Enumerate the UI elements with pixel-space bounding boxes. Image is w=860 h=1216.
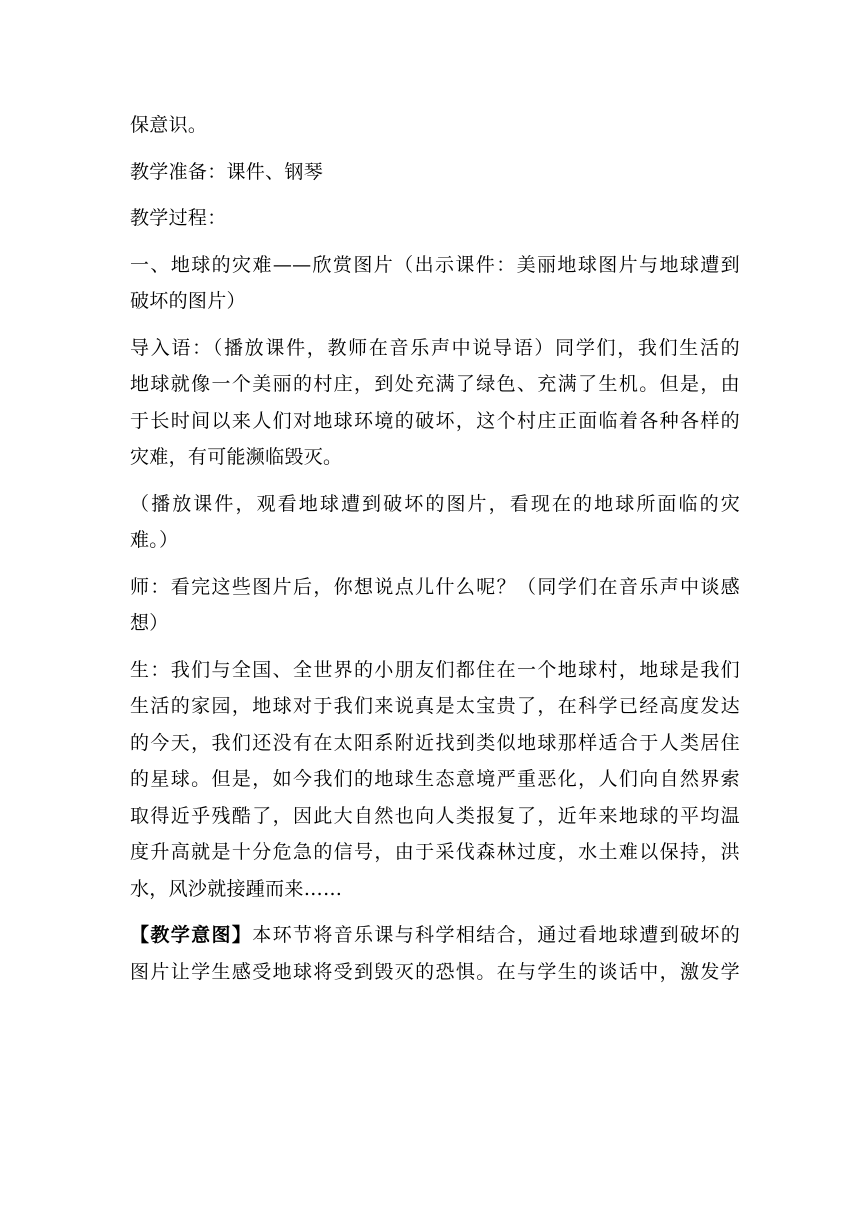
- paragraph-section-one: [130, 247, 740, 320]
- text-line: 的今天，我们还没有在太阳系附近找到类似地球那样适合于人类居住: [130, 731, 740, 754]
- document-body: [130, 107, 740, 1000]
- text-line: 地球就像一个美丽的村庄，到处充满了绿色、充满了生机。但是，由: [130, 373, 740, 395]
- text-line: [130, 917, 740, 954]
- text-line: 难。）: [130, 529, 179, 551]
- text-line: 的星球。但是，如今我们的地球生态意境严重恶化，人们向自然界索: [130, 768, 740, 790]
- text-line: 一、地球的灾难——欣赏图片（出示课件：美丽地球图片与地球遭到: [130, 253, 740, 276]
- paragraph-introduction: [130, 330, 740, 476]
- paragraph-play-courseware: [130, 486, 740, 559]
- text-line: 于长时间以来人们对地球环境的破坏，这个村庄正面临着各种各样的: [130, 409, 740, 432]
- teaching-intent-label: 【教学意图】: [130, 924, 253, 946]
- text-line: 破坏的图片）: [130, 290, 246, 312]
- text-line: 导入语：（播放课件，教师在音乐声中说导语）同学们，我们生活的: [130, 336, 740, 359]
- text-line: 度升高就是十分危急的信号，由于采伐森林过度，水土难以保持，洪: [130, 841, 740, 863]
- text-line: 教学准备：课件、钢琴: [130, 160, 324, 183]
- text-line: 图片让学生感受地球将受到毁灭的恐惧。在与学生的谈话中，激发学: [130, 960, 740, 983]
- text-line: 师：看完这些图片后，你想说点儿什么呢？（同学们在音乐声中谈感: [130, 575, 740, 598]
- text-line: 保意识。: [130, 114, 208, 136]
- paragraph-student-answer: [130, 652, 740, 908]
- text-line: 教学过程：: [130, 207, 227, 229]
- text-line: 水，风沙就接踵而来……: [130, 877, 343, 900]
- text-line: 想）: [130, 612, 169, 634]
- paragraph-env-awareness: [130, 107, 740, 144]
- paragraph-teaching-prep: [130, 154, 740, 191]
- paragraph-teacher-question: [130, 569, 740, 642]
- paragraph-teaching-process: [130, 200, 740, 237]
- text-line: 取得近乎残酷了，因此大自然也向人类报复了，近年来地球的平均温: [130, 804, 740, 827]
- text-line: 生活的家园，地球对于我们来说真是太宝贵了，在科学已经高度发达: [130, 695, 740, 717]
- teaching-intent-text: 本环节将音乐课与科学相结合，通过看地球遭到破坏的: [252, 924, 740, 946]
- paragraph-teaching-intent: [130, 917, 740, 990]
- text-line: 生：我们与全国、全世界的小朋友们都住在一个地球村，地球是我们: [130, 658, 740, 681]
- text-line: （播放课件，观看地球遭到破坏的图片，看现在的地球所面临的灾: [130, 492, 740, 515]
- text-line: 灾难，有可能濒临毁灭。: [130, 446, 343, 468]
